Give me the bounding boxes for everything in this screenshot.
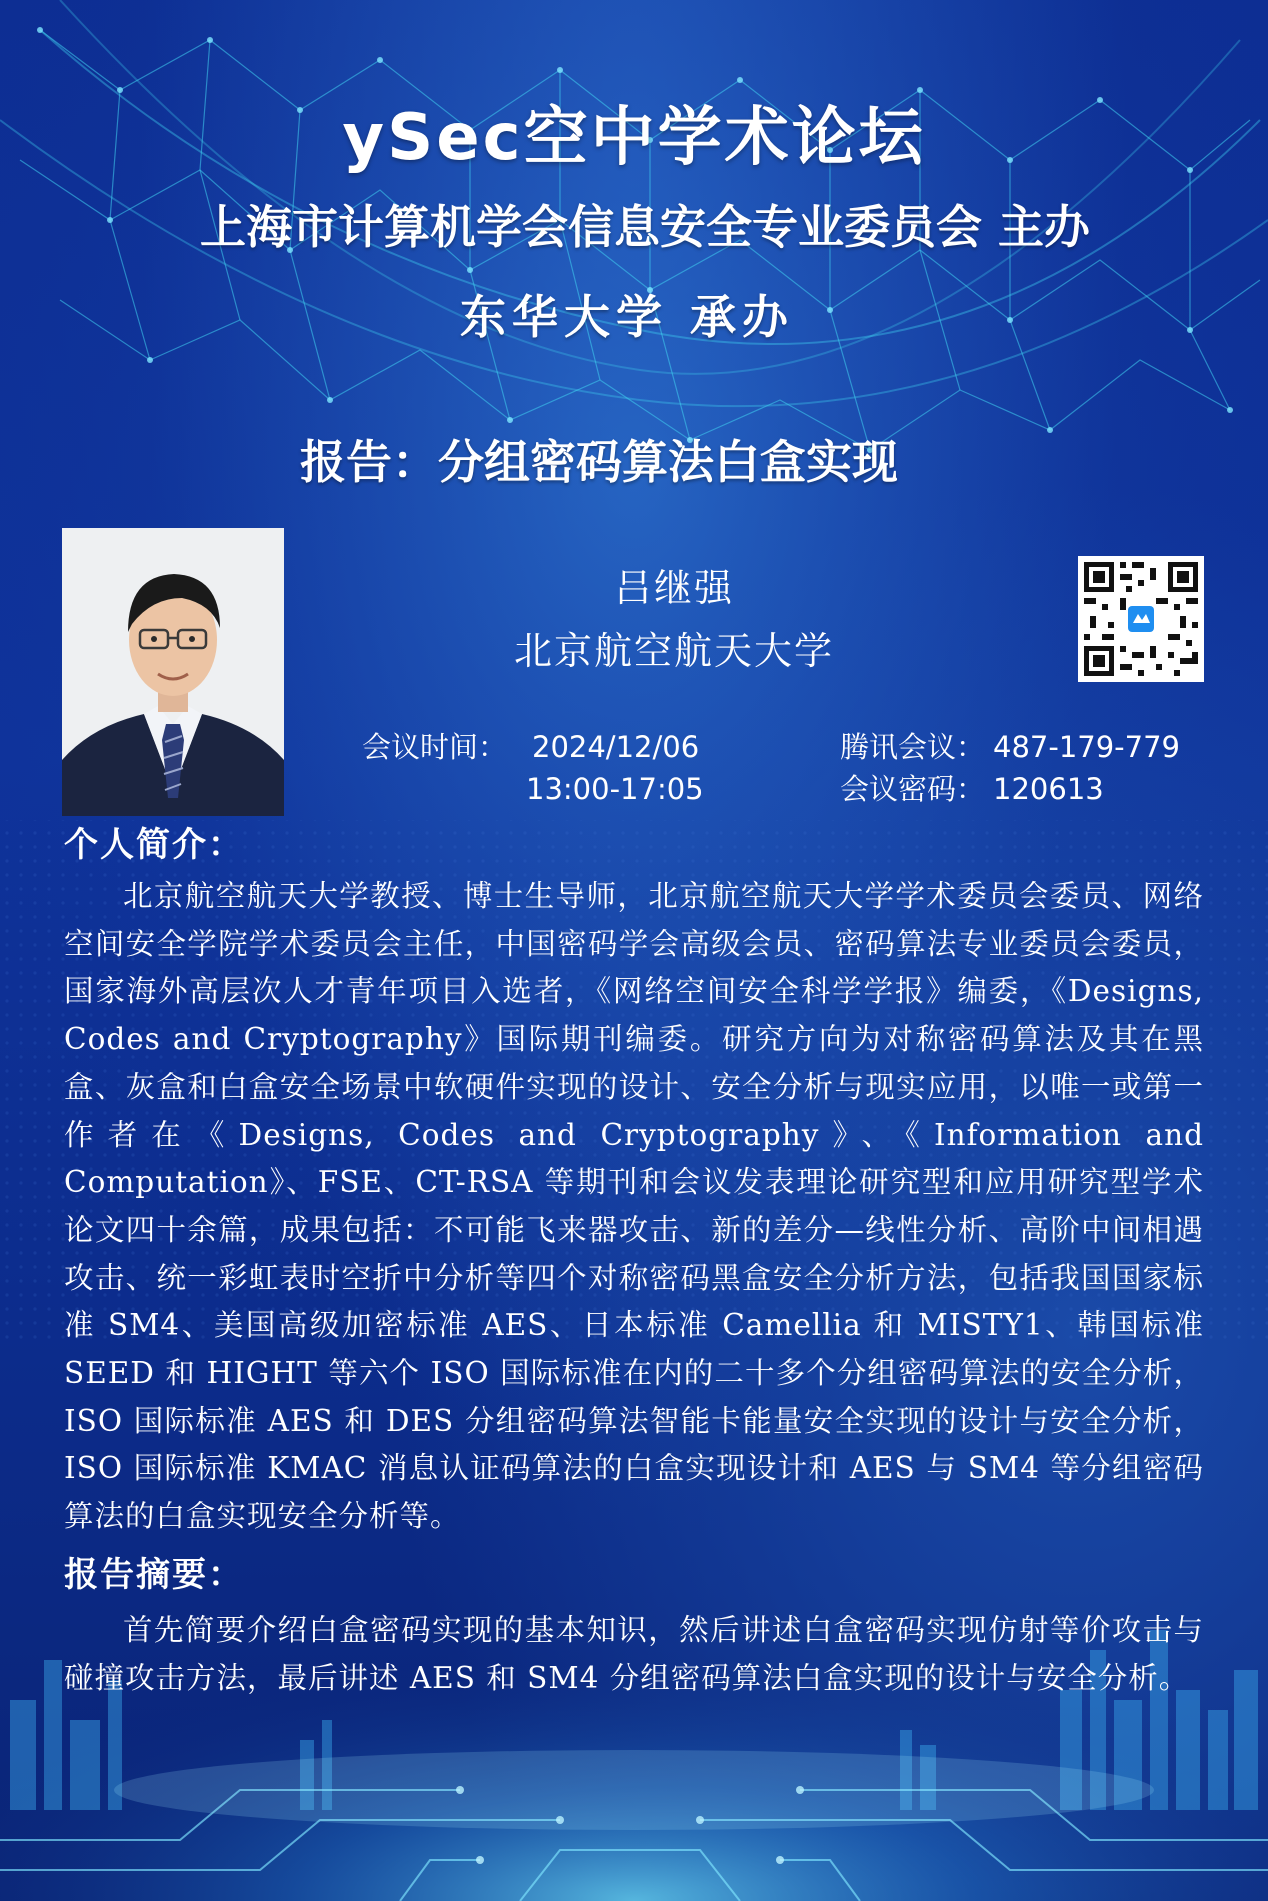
abstract-heading: 报告摘要： bbox=[64, 1555, 244, 1595]
meeting-time-range: 13:00-17:05 bbox=[526, 772, 704, 806]
host-line: 上海市计算机学会信息安全专业委员会 主办 bbox=[200, 200, 1091, 254]
meeting-date: 2024/12/06 bbox=[532, 730, 700, 764]
meeting-time-label: 会议时间： bbox=[362, 730, 508, 764]
meeting-password bbox=[840, 768, 1104, 810]
tencent-meeting-id: 487-179-779 bbox=[993, 730, 1181, 764]
bio-text: 北京航空航天大学教授、博士生导师，北京航空航天大学学术委员会委员、网络空间安全学院学术委员会主任，中国密码学会高级会员、密码算法专业委员会委员，国家海外高层次人才青年项目入选者，《网络空间安全科学学报》编委，《Designs, Codes and Cryptography》国际期刊编委。研究方向为对称密码算法及其在黑盒、灰盒和白盒安全场景中软硬件实现的设计、安全分析与现实应用，以唯一或第一作者在《Designs, Codes and Cryptography》、《Information and Computation》、FSE、CT-RSA 等期刊和会议发表理论研究型和应用研究型学术论文四十余篇，成果包括：不可能飞来器攻击、新的差分—线性分析、高阶中间相遇攻击、统一彩虹表时空折中分析等四个对称密码黑盒安全分析方法，包括我国国家标准 SM4、美国高级加密标准 AES、日本标准 Camellia 和 MISTY1、韩国标准 SEED 和 HIGHT 等六个 ISO 国际标准在内的二十多个分组密码算法的安全分析，ISO 国际标准 AES 和 DES 分组密码算法智能卡能量安全实现的设计与安全分析，ISO 国际标准 KMAC 消息认证码算法的白盒实现设计和 AES 与 SM4 等分组密码算法的白盒实现安全分析等。 bbox=[64, 879, 1204, 1534]
bio-heading: 个人简介： bbox=[64, 825, 244, 865]
meeting-time bbox=[362, 726, 507, 768]
meeting-password-value: 120613 bbox=[993, 772, 1104, 806]
forum-title: ySec空中学术论坛 bbox=[342, 101, 926, 175]
qr-code-icon[interactable] bbox=[1078, 556, 1204, 682]
meeting-password-label: 会议密码： bbox=[840, 772, 986, 806]
tencent-meeting-label: 腾讯会议： bbox=[840, 730, 986, 764]
abstract-text: 首先简要介绍白盒密码实现的基本知识，然后讲述白盒密码实现仿射等价攻击与碰撞攻击方法，最后讲述 AES 和 SM4 分组密码算法白盒实现的设计与安全分析。 bbox=[64, 1613, 1204, 1695]
tencent-meeting bbox=[840, 726, 1180, 768]
speaker-affiliation: 北京航空航天大学 bbox=[513, 629, 834, 673]
organizer-line: 东华大学 承办 bbox=[460, 290, 795, 344]
report-title: 报告：分组密码算法白盒实现 bbox=[300, 435, 898, 489]
speaker-name: 吕继强 bbox=[613, 566, 734, 610]
